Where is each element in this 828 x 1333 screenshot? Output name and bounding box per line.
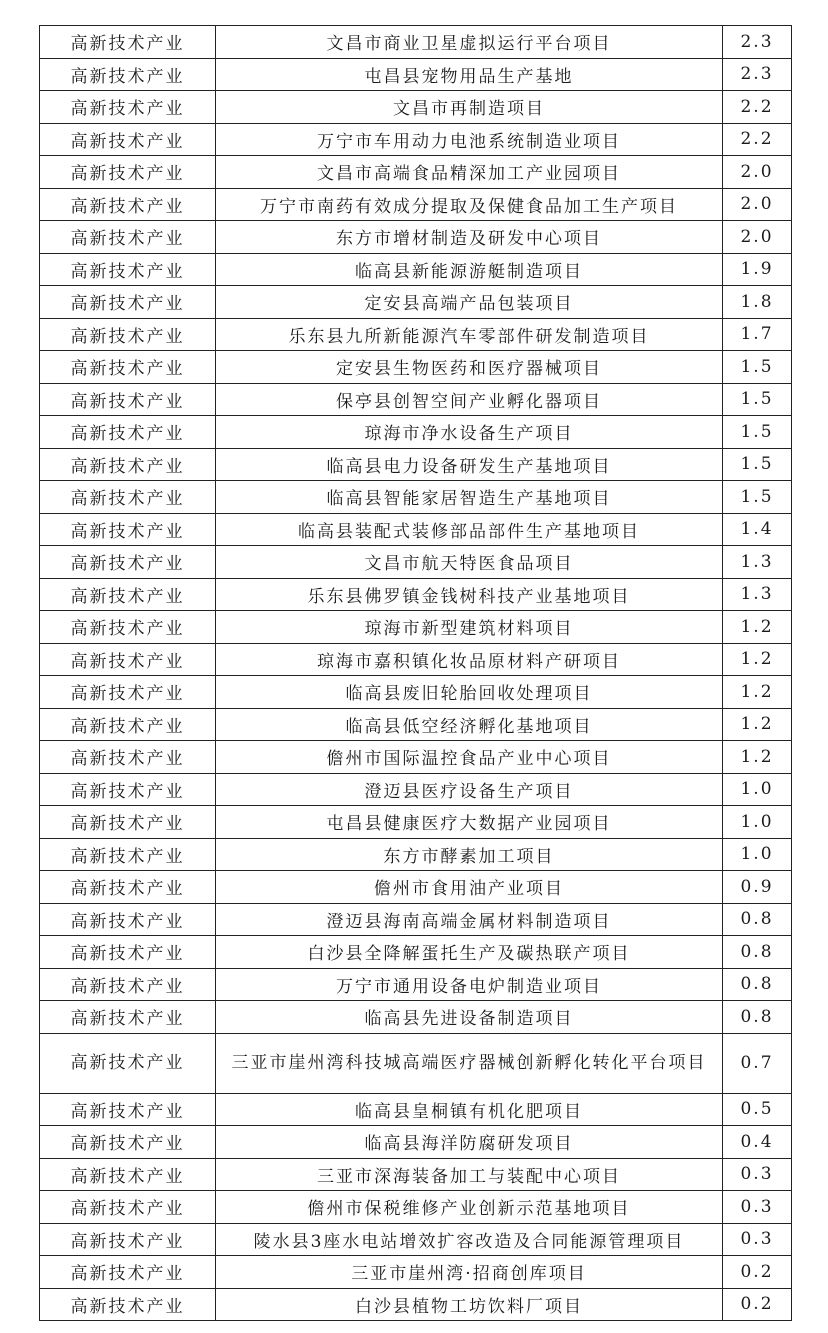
value-cell: 1.2: [723, 708, 792, 741]
value-cell: 1.2: [723, 611, 792, 644]
category-cell: 高新技术产业: [40, 1256, 216, 1289]
category-cell: 高新技术产业: [40, 1158, 216, 1191]
category-cell: 高新技术产业: [40, 188, 216, 221]
project-cell: 临高县装配式装修部品部件生产基地项目: [216, 513, 723, 546]
category-cell: 高新技术产业: [40, 871, 216, 904]
table-row: [40, 708, 792, 741]
value-cell: 1.5: [723, 481, 792, 514]
project-table: [39, 25, 792, 1321]
table-row: [40, 221, 792, 254]
project-cell: 澄迈县海南高端金属材料制造项目: [216, 903, 723, 936]
table-row: [40, 676, 792, 709]
table-row: [40, 936, 792, 969]
project-cell: 保亭县创智空间产业孵化器项目: [216, 383, 723, 416]
value-cell: 0.5: [723, 1093, 792, 1126]
table-row: [40, 351, 792, 384]
table-row: [40, 903, 792, 936]
project-cell: 定安县高端产品包装项目: [216, 286, 723, 319]
table-row: [40, 383, 792, 416]
category-cell: 高新技术产业: [40, 26, 216, 59]
value-cell: 1.0: [723, 806, 792, 839]
table-row: [40, 1256, 792, 1289]
project-cell: 儋州市国际温控食品产业中心项目: [216, 741, 723, 774]
table-row: [40, 871, 792, 904]
table-row: [40, 286, 792, 319]
category-cell: 高新技术产业: [40, 318, 216, 351]
project-cell: 定安县生物医药和医疗器械项目: [216, 351, 723, 384]
category-cell: 高新技术产业: [40, 546, 216, 579]
project-cell: 东方市增材制造及研发中心项目: [216, 221, 723, 254]
category-cell: 高新技术产业: [40, 643, 216, 676]
table-row: [40, 838, 792, 871]
project-cell: 临高县电力设备研发生产基地项目: [216, 448, 723, 481]
value-cell: 1.4: [723, 513, 792, 546]
category-cell: 高新技术产业: [40, 676, 216, 709]
category-cell: 高新技术产业: [40, 806, 216, 839]
value-cell: 1.9: [723, 253, 792, 286]
table-row: [40, 188, 792, 221]
table-row: [40, 1126, 792, 1159]
table-row: [40, 741, 792, 774]
category-cell: 高新技术产业: [40, 1191, 216, 1224]
category-cell: 高新技术产业: [40, 1126, 216, 1159]
project-cell: 屯昌县健康医疗大数据产业园项目: [216, 806, 723, 839]
table-row: [40, 806, 792, 839]
project-table-body: [40, 26, 792, 1321]
project-cell: 三亚市崖州湾科技城高端医疗器械创新孵化转化平台项目: [216, 1033, 723, 1093]
value-cell: 2.0: [723, 156, 792, 189]
project-cell: 临高县先进设备制造项目: [216, 1001, 723, 1034]
value-cell: 0.7: [723, 1033, 792, 1093]
value-cell: 0.3: [723, 1158, 792, 1191]
category-cell: 高新技术产业: [40, 708, 216, 741]
category-cell: 高新技术产业: [40, 1001, 216, 1034]
value-cell: 1.5: [723, 448, 792, 481]
value-cell: 1.8: [723, 286, 792, 319]
project-cell: 三亚市深海装备加工与装配中心项目: [216, 1158, 723, 1191]
table-row: [40, 1288, 792, 1321]
category-cell: 高新技术产业: [40, 968, 216, 1001]
category-cell: 高新技术产业: [40, 1093, 216, 1126]
table-row: [40, 578, 792, 611]
value-cell: 2.3: [723, 26, 792, 59]
project-cell: 琼海市嘉积镇化妆品原材料产研项目: [216, 643, 723, 676]
table-row: [40, 1001, 792, 1034]
value-cell: 1.5: [723, 383, 792, 416]
category-cell: 高新技术产业: [40, 91, 216, 124]
table-row: [40, 513, 792, 546]
table-row: [40, 91, 792, 124]
value-cell: 1.5: [723, 416, 792, 449]
table-row: [40, 58, 792, 91]
value-cell: 1.3: [723, 578, 792, 611]
table-row: [40, 123, 792, 156]
project-cell: 陵水县3座水电站增效扩容改造及合同能源管理项目: [216, 1223, 723, 1256]
table-row: [40, 318, 792, 351]
category-cell: 高新技术产业: [40, 123, 216, 156]
table-row: [40, 773, 792, 806]
category-cell: 高新技术产业: [40, 1033, 216, 1093]
table-row: [40, 546, 792, 579]
project-cell: 万宁市南药有效成分提取及保健食品加工生产项目: [216, 188, 723, 221]
value-cell: 0.8: [723, 968, 792, 1001]
project-cell: 白沙县全降解蛋托生产及碳热联产项目: [216, 936, 723, 969]
category-cell: 高新技术产业: [40, 611, 216, 644]
project-cell: 屯昌县宠物用品生产基地: [216, 58, 723, 91]
project-cell: 临高县新能源游艇制造项目: [216, 253, 723, 286]
category-cell: 高新技术产业: [40, 838, 216, 871]
project-cell: 乐东县佛罗镇金钱树科技产业基地项目: [216, 578, 723, 611]
category-cell: 高新技术产业: [40, 741, 216, 774]
value-cell: 0.2: [723, 1288, 792, 1321]
category-cell: 高新技术产业: [40, 773, 216, 806]
project-cell: 临高县智能家居智造生产基地项目: [216, 481, 723, 514]
table-row: [40, 1033, 792, 1093]
project-cell: 临高县低空经济孵化基地项目: [216, 708, 723, 741]
project-cell: 儋州市食用油产业项目: [216, 871, 723, 904]
value-cell: 1.5: [723, 351, 792, 384]
project-cell: 澄迈县医疗设备生产项目: [216, 773, 723, 806]
table-row: [40, 1093, 792, 1126]
project-cell: 白沙县植物工坊饮料厂项目: [216, 1288, 723, 1321]
project-cell: 儋州市保税维修产业创新示范基地项目: [216, 1191, 723, 1224]
table-row: [40, 26, 792, 59]
value-cell: 0.8: [723, 936, 792, 969]
project-cell: 临高县皇桐镇有机化肥项目: [216, 1093, 723, 1126]
table-row: [40, 416, 792, 449]
table-row: [40, 643, 792, 676]
value-cell: 2.2: [723, 123, 792, 156]
table-row: [40, 253, 792, 286]
table-row: [40, 611, 792, 644]
project-cell: 东方市酵素加工项目: [216, 838, 723, 871]
project-cell: 琼海市净水设备生产项目: [216, 416, 723, 449]
category-cell: 高新技术产业: [40, 253, 216, 286]
project-cell: 三亚市崖州湾·招商创库项目: [216, 1256, 723, 1289]
project-cell: 文昌市航天特医食品项目: [216, 546, 723, 579]
category-cell: 高新技术产业: [40, 58, 216, 91]
category-cell: 高新技术产业: [40, 416, 216, 449]
project-cell: 乐东县九所新能源汽车零部件研发制造项目: [216, 318, 723, 351]
table-row: [40, 1223, 792, 1256]
category-cell: 高新技术产业: [40, 383, 216, 416]
value-cell: 1.0: [723, 773, 792, 806]
table-row: [40, 1191, 792, 1224]
table-row: [40, 968, 792, 1001]
category-cell: 高新技术产业: [40, 448, 216, 481]
project-cell: 文昌市再制造项目: [216, 91, 723, 124]
category-cell: 高新技术产业: [40, 481, 216, 514]
value-cell: 0.2: [723, 1256, 792, 1289]
value-cell: 0.3: [723, 1223, 792, 1256]
value-cell: 0.8: [723, 903, 792, 936]
value-cell: 2.0: [723, 188, 792, 221]
value-cell: 2.0: [723, 221, 792, 254]
value-cell: 1.2: [723, 741, 792, 774]
category-cell: 高新技术产业: [40, 351, 216, 384]
value-cell: 0.8: [723, 1001, 792, 1034]
value-cell: 2.3: [723, 58, 792, 91]
project-cell: 万宁市通用设备电炉制造业项目: [216, 968, 723, 1001]
category-cell: 高新技术产业: [40, 936, 216, 969]
value-cell: 0.3: [723, 1191, 792, 1224]
category-cell: 高新技术产业: [40, 578, 216, 611]
category-cell: 高新技术产业: [40, 156, 216, 189]
category-cell: 高新技术产业: [40, 286, 216, 319]
project-cell: 临高县废旧轮胎回收处理项目: [216, 676, 723, 709]
project-cell: 临高县海洋防腐研发项目: [216, 1126, 723, 1159]
value-cell: 0.9: [723, 871, 792, 904]
table-row: [40, 481, 792, 514]
category-cell: 高新技术产业: [40, 903, 216, 936]
table-row: [40, 1158, 792, 1191]
category-cell: 高新技术产业: [40, 513, 216, 546]
table-row: [40, 156, 792, 189]
project-cell: 琼海市新型建筑材料项目: [216, 611, 723, 644]
project-cell: 万宁市车用动力电池系统制造业项目: [216, 123, 723, 156]
table-row: [40, 448, 792, 481]
project-cell: 文昌市商业卫星虚拟运行平台项目: [216, 26, 723, 59]
value-cell: 1.0: [723, 838, 792, 871]
value-cell: 0.4: [723, 1126, 792, 1159]
value-cell: 2.2: [723, 91, 792, 124]
project-cell: 文昌市高端食品精深加工产业园项目: [216, 156, 723, 189]
value-cell: 1.7: [723, 318, 792, 351]
category-cell: 高新技术产业: [40, 1288, 216, 1321]
category-cell: 高新技术产业: [40, 1223, 216, 1256]
value-cell: 1.2: [723, 676, 792, 709]
value-cell: 1.2: [723, 643, 792, 676]
category-cell: 高新技术产业: [40, 221, 216, 254]
value-cell: 1.3: [723, 546, 792, 579]
